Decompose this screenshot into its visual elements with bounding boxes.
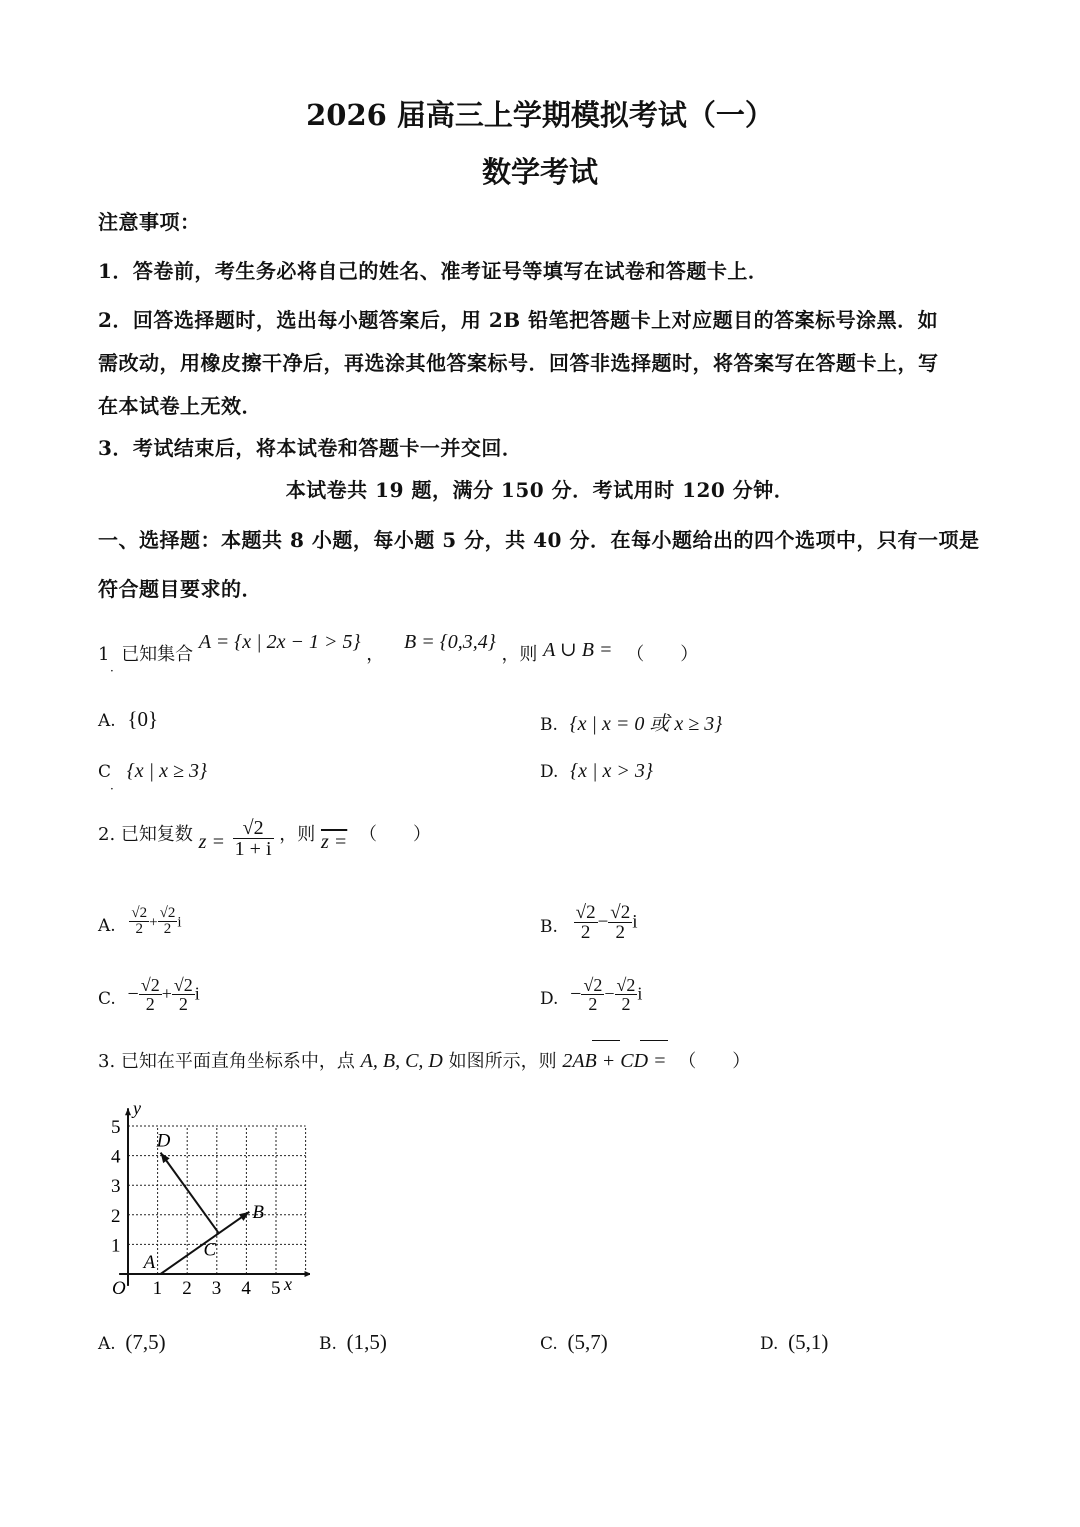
set-a: A = {x | 2x − 1 > 5} — [198, 631, 361, 653]
q3-option-d[interactable]: D. (5,1) — [760, 1330, 829, 1354]
q3-option-c[interactable]: C. (5,7) — [540, 1330, 608, 1354]
coordinate-figure — [100, 1096, 310, 1300]
y-tick-label: 4 — [111, 1146, 121, 1168]
q2-option-d[interactable]: D. − $\frac{√2}{2}$ − $\frac{√2}{2}$ i — [540, 975, 643, 1014]
question-number: 1 — [98, 644, 110, 665]
notice-item-2: 2．回答选择题时，选出每小题答案后，用 2B 铅笔把答题卡上对应题目的答案标号涂黑．如 — [98, 308, 939, 332]
question-3: 3. 已知在平面直角坐标系中，点 A, B, C, D 如图所示，则 2AB + CD = （ ） — [98, 1050, 751, 1072]
q3-option-b[interactable]: B. (1,5) — [319, 1330, 387, 1354]
notice-heading: 注意事项： — [98, 210, 201, 234]
y-axis-label: y — [133, 1098, 141, 1119]
notice-item-1: 1．答卷前，考生务必将自己的姓名、准考证号等填写在试卷和答题卡上． — [98, 259, 769, 283]
x-axis-arrow — [305, 1271, 310, 1277]
y-tick-label: 1 — [111, 1235, 121, 1257]
point-b-label: B — [252, 1201, 264, 1223]
dot-mark: · — [110, 664, 114, 678]
question-2: 2. 已知复数 z = $\frac{√2}{1 + i}$ ，则 z = （ ） — [98, 817, 431, 860]
y-tick-label: 2 — [111, 1205, 121, 1227]
union-expr: A ∪ B = — [543, 639, 613, 661]
exam-summary: 本试卷共 19 题，满分 150 分．考试用时 120 分钟． — [285, 478, 795, 502]
x-tick-label: 2 — [182, 1278, 192, 1299]
question-1: 1 已知集合 A = {x | 2x − 1 > 5} ， B = {0,3,4} ，则 A ∪ B = （ ） — [98, 631, 699, 665]
y-tick-label: 3 — [111, 1176, 121, 1198]
exam-subtitle: 数学考试 — [481, 155, 598, 189]
vector-cd — [161, 1153, 219, 1233]
q1-option-c[interactable]: C {x | x ≥ 3} — [98, 760, 207, 782]
set-b: B = {0,3,4} — [403, 631, 496, 653]
q2-option-b[interactable]: B. $\frac{√2}{2}$ − $\frac{√2}{2}$ i — [540, 902, 638, 943]
q1-option-b[interactable]: B. {x | x = 0 或 x ≥ 3} — [540, 713, 723, 735]
q3-option-a[interactable]: A. (7,5) — [98, 1330, 166, 1354]
q1-option-d[interactable]: D. {x | x > 3} — [540, 760, 653, 782]
notice-item-3: 3．考试结束后，将本试卷和答题卡一并交回． — [98, 436, 523, 460]
x-tick-label: 1 — [152, 1278, 163, 1299]
origin-label: O — [112, 1278, 126, 1299]
y-tick-label: 5 — [111, 1117, 121, 1138]
exam-title: 2026 届高三上学期模拟考试（一） — [306, 98, 774, 132]
answer-blank: （ ） — [626, 644, 699, 665]
x-axis-label: x — [284, 1274, 292, 1294]
q2-option-a[interactable]: A. $\frac{√2}{2}$ + $\frac{√2}{2}$ i — [98, 905, 182, 937]
vector-expr: 2AB + CD = — [562, 1050, 667, 1072]
vector-arrow-ab — [592, 1040, 620, 1041]
question-prefix: 已知集合 — [121, 644, 194, 665]
dot-mark: · — [110, 782, 114, 796]
x-tick-label: 4 — [241, 1278, 251, 1299]
section-heading-cont: 符合题目要求的． — [98, 577, 262, 601]
vector-cd-head — [161, 1153, 170, 1163]
x-tick-label: 3 — [211, 1278, 222, 1299]
point-c-label: C — [203, 1239, 217, 1261]
notice-item-2-end: 在本试卷上无效． — [98, 394, 262, 418]
vector-arrow-cd — [640, 1040, 668, 1041]
vector-ab-head — [239, 1212, 249, 1221]
point-a-label: A — [143, 1252, 156, 1273]
notice-item-2-cont: 需改动，用橡皮擦干净后，再选涂其他答案标号．回答非选择题时，将答案写在答题卡上，写 — [98, 351, 939, 375]
q2-option-c[interactable]: C. − $\frac{√2}{2}$ + $\frac{√2}{2}$ i — [98, 975, 200, 1014]
q1-option-a[interactable]: A. {0} — [98, 707, 159, 731]
x-tick-label: 5 — [271, 1278, 281, 1299]
y-axis-arrow — [125, 1108, 131, 1115]
point-d-label: D — [156, 1130, 171, 1152]
section-heading: 一、选择题：本题共 8 小题，每小题 5 分，共 40 分．在每小题给出的四个选项中，只有一项是 — [98, 528, 980, 552]
fraction: $\frac{√2}{1 + i}$ — [234, 817, 272, 860]
